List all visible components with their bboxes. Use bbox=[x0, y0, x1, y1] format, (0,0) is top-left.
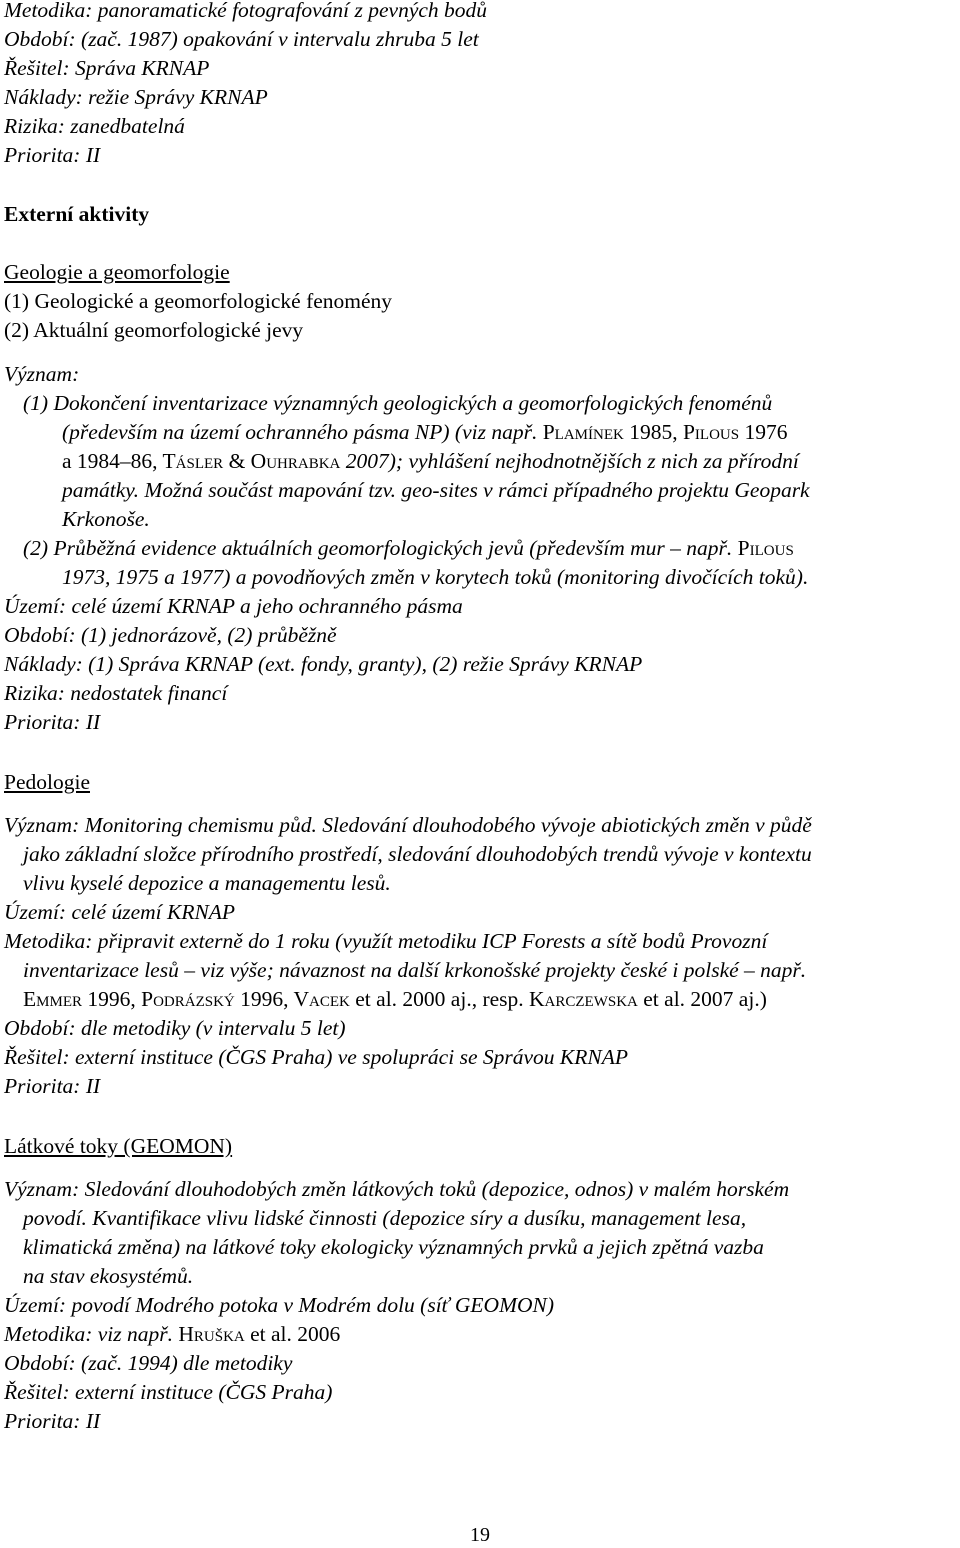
geomon-obdobi: Období: (zač. 1994) dle metodiky bbox=[4, 1351, 293, 1375]
geologie-p1-line4: památky. Možná součást mapování tzv. geo-sites v rámci případného projektu Geopark bbox=[62, 478, 810, 502]
geologie-p2-line1: (2) Průběžná evidence aktuálních geomorfologických jevů (především mur – např. PILOUS bbox=[23, 536, 794, 560]
geologie-p1-line1: (1) Dokončení inventarizace významných geologických a geomorfologických fenoménů bbox=[23, 391, 773, 415]
top-metodika: Metodika: panoramatické fotografování z pevných bodů bbox=[4, 0, 488, 22]
geomon-uzemi: Území: povodí Modrého potoka v Modrém dolu (síť GEOMON) bbox=[4, 1293, 555, 1317]
geomon-vyznam-line3: klimatická změna) na látkové toky ekologicky významných prvků a jejich zpětná vazba bbox=[23, 1235, 764, 1259]
pedologie-uzemi: Území: celé území KRNAP bbox=[4, 900, 236, 924]
geologie-naklady: Náklady: (1) Správa KRNAP (ext. fondy, granty), (2) režie Správy KRNAP bbox=[4, 652, 643, 676]
geologie-title: Geologie a geomorfologie bbox=[4, 260, 230, 284]
top-rizika: Rizika: zanedbatelná bbox=[4, 114, 185, 138]
pedologie-vyznam-line3: vlivu kyselé depozice a managementu lesů. bbox=[23, 871, 391, 895]
pedologie-metodika-line2: inventarizace lesů – viz výše; návaznost na další krkonošské projekty české i polské – např. bbox=[23, 958, 807, 982]
pedologie-resitel: Řešitel: externí instituce (ČGS Praha) ve spolupráci se Správou KRNAP bbox=[4, 1045, 628, 1069]
geologie-rizika: Rizika: nedostatek financí bbox=[4, 681, 228, 705]
pedologie-title: Pedologie bbox=[4, 770, 90, 794]
page-number: 19 bbox=[470, 1524, 490, 1546]
geologie-p1-line3: a 1984–86, TÁSLER & OUHRABKA 2007); vyhlášení nejhodnotnějších z nich za přírodní bbox=[62, 449, 799, 473]
geologie-p2-line2: 1973, 1975 a 1977) a povodňových změn v korytech toků (monitoring divočících toků). bbox=[62, 565, 809, 589]
section-heading: Externí aktivity bbox=[4, 202, 150, 226]
pedologie-vyznam-line1: Význam: Monitoring chemismu půd. Sledování dlouhodobého vývoje abiotických změn v půdě bbox=[4, 813, 812, 837]
pedologie-metodika-line1: Metodika: připravit externě do 1 roku (využít metodiku ICP Forests a sítě bodů Provozní bbox=[4, 929, 768, 953]
geomon-vyznam-line1: Význam: Sledování dlouhodobých změn látkových toků (depozice, odnos) v malém horském bbox=[4, 1177, 790, 1201]
geologie-item-2: (2) Aktuální geomorfologické jevy bbox=[4, 318, 304, 342]
geomon-vyznam-line4: na stav ekosystémů. bbox=[23, 1264, 194, 1288]
pedologie-priorita: Priorita: II bbox=[4, 1074, 101, 1098]
geologie-vyznam-label: Význam: bbox=[4, 362, 80, 386]
geologie-p1-line5: Krkonoše. bbox=[62, 507, 150, 531]
geologie-item-1: (1) Geologické a geomorfologické fenomény bbox=[4, 289, 393, 313]
top-resitel: Řešitel: Správa KRNAP bbox=[4, 56, 210, 80]
pedologie-obdobi: Období: dle metodiky (v intervalu 5 let) bbox=[4, 1016, 346, 1040]
geomon-vyznam-line2: povodí. Kvantifikace vlivu lidské činnosti (depozice síry a dusíku, management lesa, bbox=[23, 1206, 747, 1230]
pedologie-vyznam-line2: jako základní složce přírodního prostředí, sledování dlouhodobých trendů vývoje v kontextu bbox=[23, 842, 812, 866]
geomon-metodika: Metodika: viz např. HRUŠKA et al. 2006 bbox=[4, 1322, 341, 1346]
top-obdobi: Období: (zač. 1987) opakování v intervalu zhruba 5 let bbox=[4, 27, 479, 51]
geologie-uzemi: Území: celé území KRNAP a jeho ochranného pásma bbox=[4, 594, 463, 618]
geologie-obdobi: Období: (1) jednorázově, (2) průběžně bbox=[4, 623, 337, 647]
top-priorita: Priorita: II bbox=[4, 143, 101, 167]
geomon-title: Látkové toky (GEOMON) bbox=[4, 1134, 233, 1158]
geomon-priorita: Priorita: II bbox=[4, 1409, 101, 1433]
pedologie-metodika-line3: EMMER 1996, PODRÁZSKÝ 1996, VACEK et al. 2000 aj., resp. KARCZEWSKA et al. 2007 aj.) bbox=[23, 987, 767, 1011]
geologie-p1-line2: (především na území ochranného pásma NP) (viz např. PLAMÍNEK 1985, PILOUS 1976 bbox=[62, 420, 788, 444]
geomon-resitel: Řešitel: externí instituce (ČGS Praha) bbox=[4, 1380, 333, 1404]
geologie-priorita: Priorita: II bbox=[4, 710, 101, 734]
top-naklady: Náklady: režie Správy KRNAP bbox=[4, 85, 268, 109]
